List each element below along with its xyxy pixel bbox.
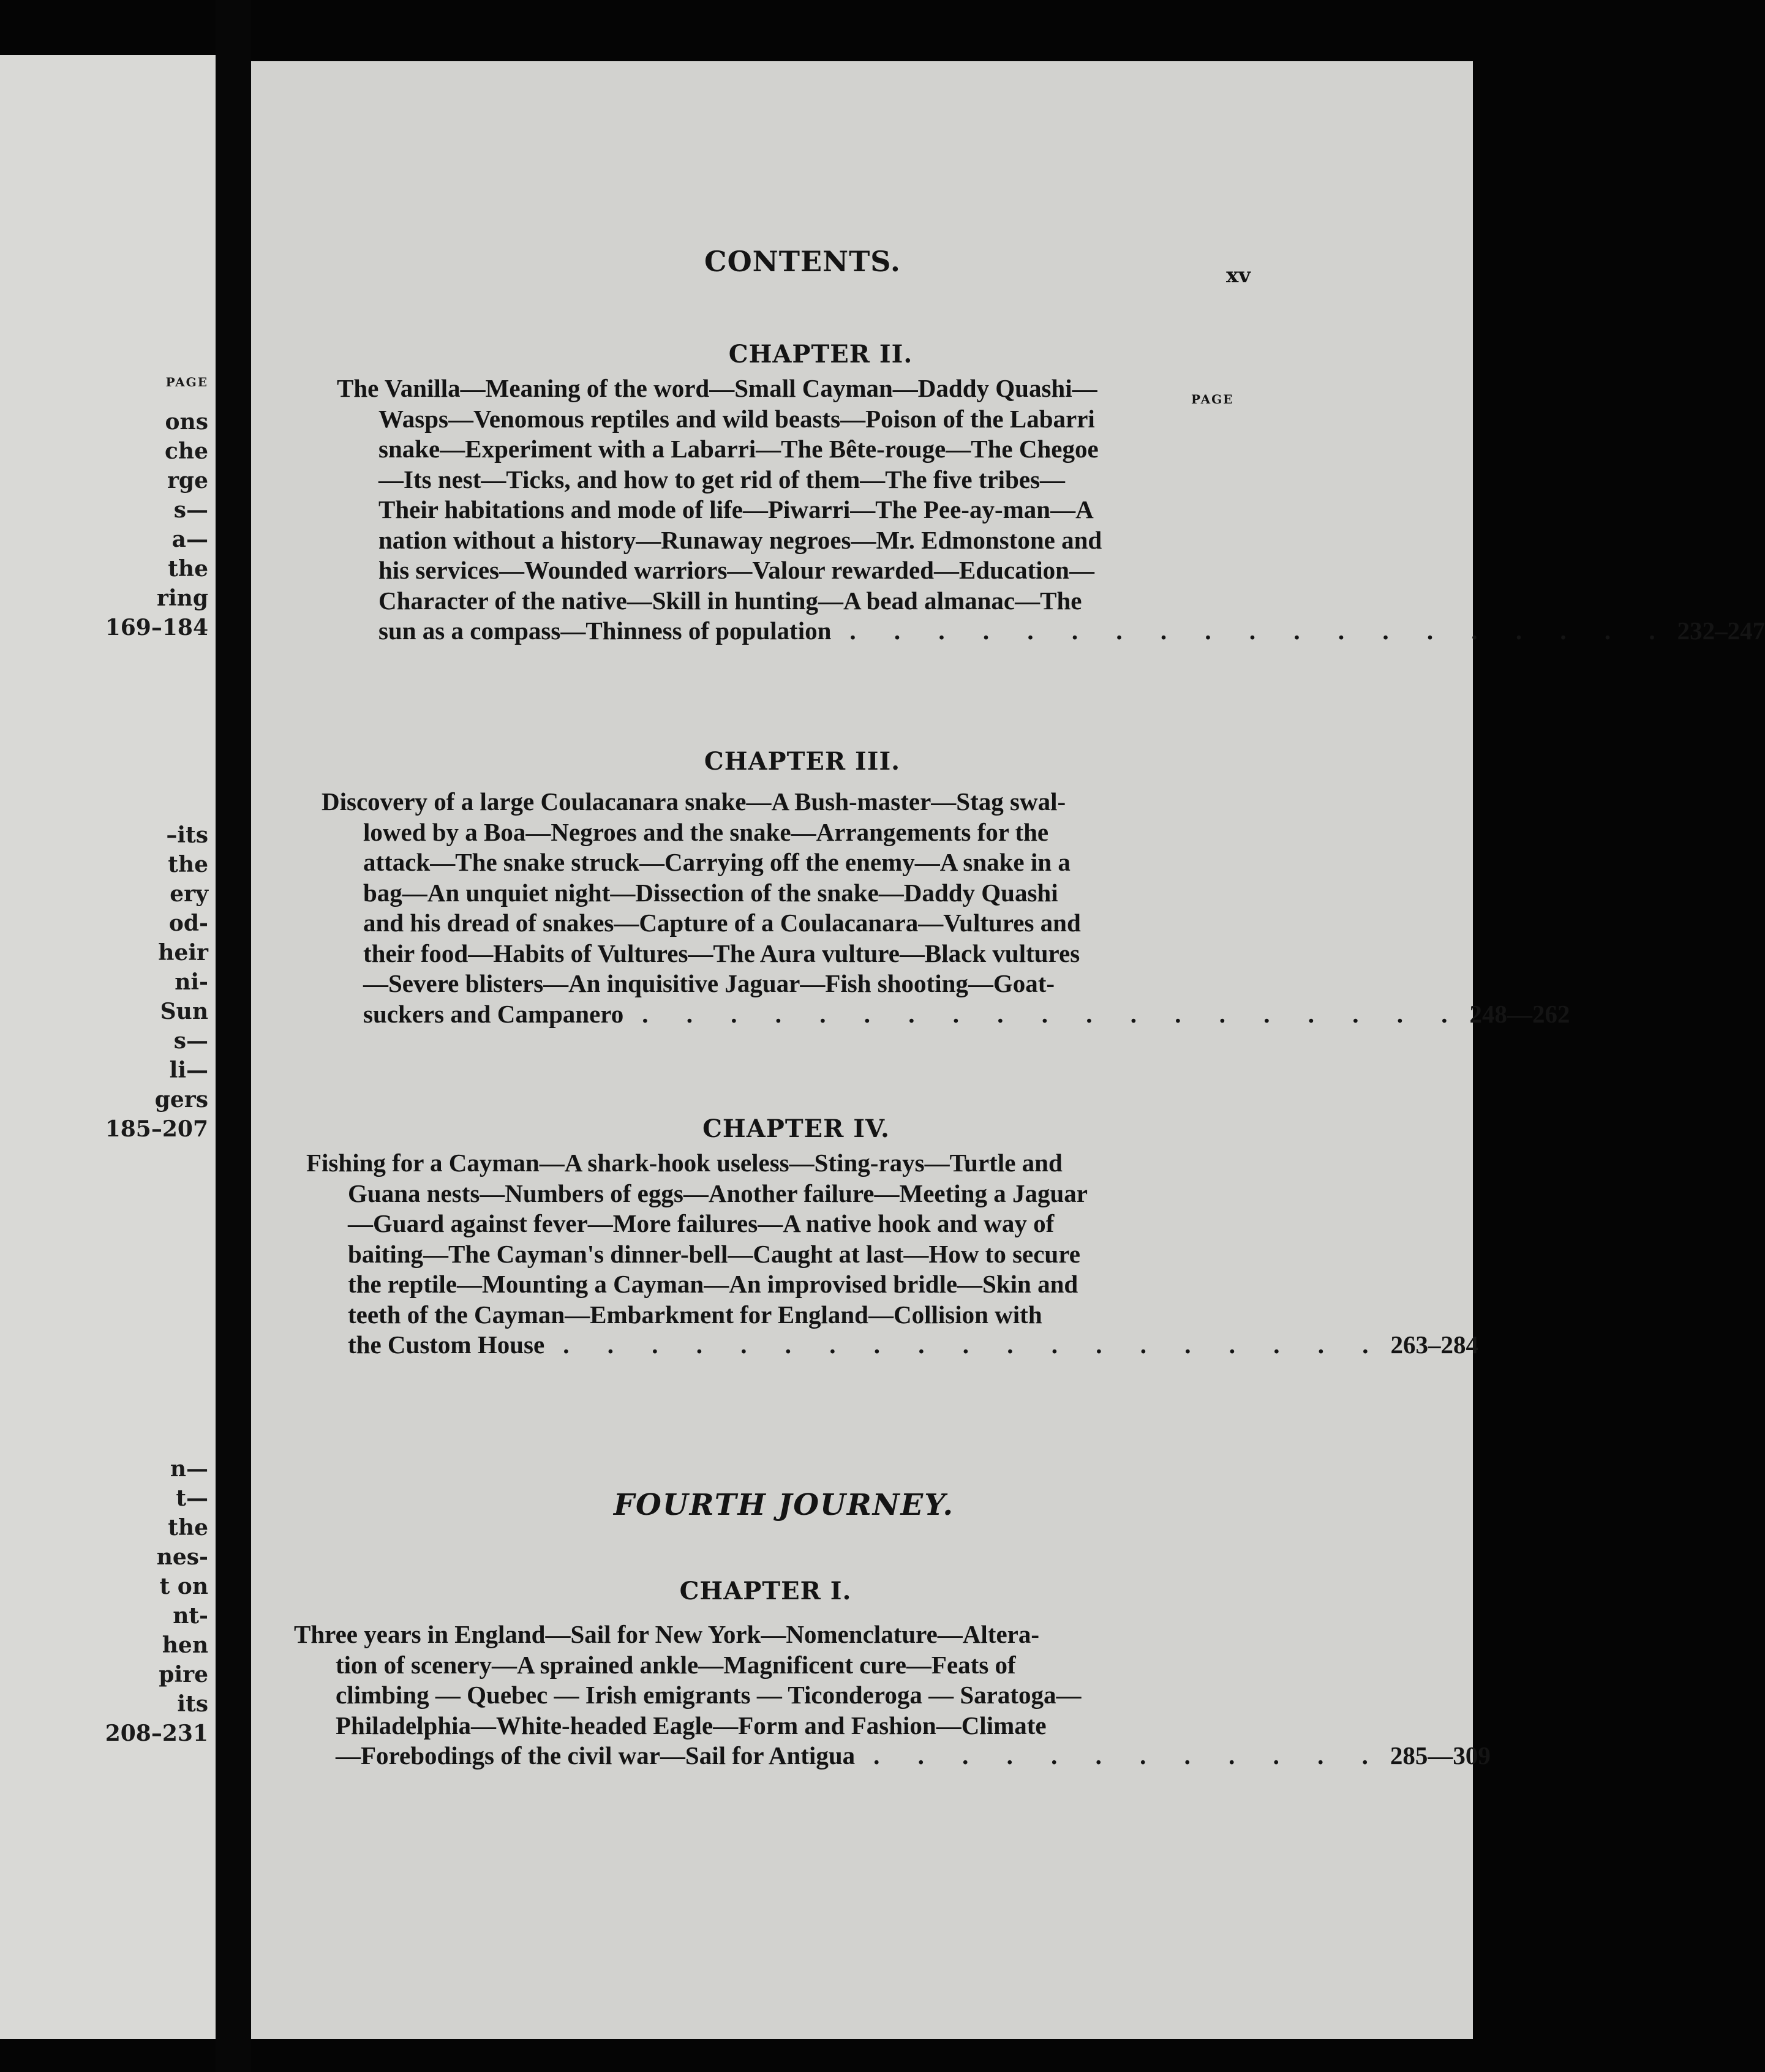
left-fragment-line: the — [168, 556, 208, 582]
summary-line: teeth of the Cayman—Embarkment for England—Collision with — [348, 1300, 1042, 1329]
summary-line: Wasps—Venomous reptiles and wild beasts—Poison of the Labarri — [378, 404, 1095, 433]
summary-line: —Its nest—Ticks, and how to get rid of them—The five tribes— — [378, 465, 1066, 494]
left-fragment-line: the — [168, 852, 208, 877]
left-fragment-line: ons — [165, 409, 208, 435]
left-fragment-line: od- — [168, 910, 208, 936]
summary-line: Fishing for a Cayman—A shark-hook useless—Sting-rays—Turtle and — [306, 1149, 1063, 1177]
left-page-fragment — [0, 55, 216, 2039]
page-number: xv — [1226, 263, 1251, 288]
left-fragment-line: hen — [162, 1632, 208, 1658]
left-fragment-line: –its — [166, 822, 208, 848]
left-fragment-page-range: 169–184 — [105, 615, 208, 640]
summary-line: —Forebodings of the civil war—Sail for Antigua — [336, 1741, 856, 1770]
left-fragment-line: gers — [154, 1087, 208, 1113]
summary-line: climbing — Quebec — Irish emigrants — Ticonderoga — Saratoga— — [336, 1681, 1082, 1709]
left-page-label: PAGE — [165, 375, 208, 389]
leader-dots: . . . . . . . . . . . . — [873, 1741, 1384, 1770]
summary-line: Guana nests—Numbers of eggs—Another failure—Meeting a Jaguar — [348, 1179, 1088, 1207]
left-fragment-line: ery — [170, 881, 208, 907]
chapter-heading: CHAPTER IV. — [702, 1114, 890, 1143]
left-fragment-page-range: 185–207 — [105, 1116, 208, 1142]
journey-title: FOURTH JOURNEY. — [613, 1488, 955, 1522]
left-fragment-line: che — [165, 438, 208, 464]
left-fragment-line: the — [168, 1515, 208, 1541]
left-fragment-page-range: 208–231 — [105, 1721, 208, 1746]
summary-line: Their habitations and mode of life—Piwarri—The Pee-ay-man—A — [378, 495, 1094, 524]
left-fragment-line: s— — [173, 1028, 208, 1054]
left-fragment-line: li— — [169, 1057, 208, 1083]
left-fragment-line: t— — [176, 1485, 208, 1511]
page-range: 248—262 — [1469, 999, 1570, 1028]
page-range: 232–247 — [1677, 617, 1765, 645]
chapter-summary — [337, 373, 1765, 647]
chapter-summary — [306, 1148, 1478, 1361]
contents-page — [251, 61, 1765, 2039]
page-range: 285—309 — [1390, 1741, 1491, 1770]
left-page-block-3 — [6, 1454, 208, 1748]
leader-dots: . . . . . . . . . . . . . . . . . . . — [563, 1331, 1385, 1359]
left-page-block-1 — [6, 407, 208, 642]
leader-dots: . . . . . . . . . . . . . . . . . . . — [849, 617, 1671, 645]
chapter-heading: CHAPTER II. — [728, 340, 913, 369]
summary-line: baiting—The Cayman's dinner-bell—Caught at last—How to secure — [348, 1239, 1080, 1268]
running-header-title: CONTENTS. — [704, 245, 901, 278]
summary-line: sun as a compass—Thinness of population — [378, 617, 832, 645]
page-column-label: PAGE — [1191, 392, 1234, 407]
left-fragment-line: its — [177, 1691, 208, 1717]
left-page-block-2 — [6, 820, 208, 1144]
chapter-summary — [322, 787, 1570, 1029]
left-fragment-line: s— — [173, 497, 208, 523]
summary-line: and his dread of snakes—Capture of a Coulacanara—Vultures and — [363, 909, 1081, 937]
summary-line: nation without a history—Runaway negroes—Mr. Edmonstone and — [378, 525, 1102, 554]
left-fragment-line: a— — [171, 527, 208, 552]
summary-line: snake—Experiment with a Labarri—The Bête-rouge—The Chegoe — [378, 435, 1099, 463]
chapter-summary — [294, 1620, 1491, 1771]
left-fragment-line: t on — [159, 1574, 208, 1599]
book-gutter — [216, 0, 251, 2072]
summary-line: Discovery of a large Coulacanara snake—A Bush-master—Stag swal- — [322, 787, 1066, 816]
summary-line: lowed by a Boa—Negroes and the snake—Arrangements for the — [363, 817, 1049, 846]
summary-line: Three years in England—Sail for New York—Nomenclature—Altera- — [294, 1620, 1040, 1648]
leader-dots: . . . . . . . . . . . . . . . . . . . — [642, 999, 1464, 1028]
left-fragment-line: n— — [170, 1456, 208, 1482]
summary-line: The Vanilla—Meaning of the word—Small Cayman—Daddy Quashi— — [337, 374, 1097, 402]
summary-line: attack—The snake struck—Carrying off the enemy—A snake in a — [363, 848, 1071, 876]
left-fragment-line: pire — [159, 1662, 208, 1687]
left-fragment-line: ring — [157, 585, 208, 611]
summary-line: their food—Habits of Vultures—The Aura vulture—Black vultures — [363, 939, 1080, 967]
summary-line: the reptile—Mounting a Cayman—An improvised bridle—Skin and — [348, 1270, 1078, 1298]
summary-line: the Custom House — [348, 1331, 545, 1359]
summary-line: tion of scenery—A sprained ankle—Magnificent cure—Feats of — [336, 1650, 1016, 1679]
summary-line: his services—Wounded warriors—Valour rewarded—Education— — [378, 556, 1094, 584]
left-fragment-line: ni- — [175, 969, 208, 995]
left-fragment-line: heir — [158, 940, 208, 966]
summary-line: —Severe blisters—An inquisitive Jaguar—Fish shooting—Goat- — [363, 969, 1055, 997]
summary-line: Philadelphia—White-headed Eagle—Form and Fashion—Climate — [336, 1711, 1047, 1740]
left-fragment-line: rge — [167, 468, 208, 494]
summary-line: bag—An unquiet night—Dissection of the snake—Daddy Quashi — [363, 878, 1058, 907]
left-fragment-line: nes- — [156, 1544, 208, 1570]
summary-line: Character of the native—Skill in hunting—A bead almanac—The — [378, 586, 1082, 615]
chapter-heading: CHAPTER III. — [704, 747, 901, 776]
left-fragment-line: Sun — [160, 999, 208, 1024]
left-fragment-line: nt- — [173, 1603, 208, 1629]
summary-line: suckers and Campanero — [363, 999, 624, 1028]
summary-line: —Guard against fever—More failures—A native hook and way of — [348, 1209, 1055, 1237]
chapter-heading: CHAPTER I. — [679, 1577, 852, 1605]
page-range: 263–284 — [1390, 1331, 1478, 1359]
